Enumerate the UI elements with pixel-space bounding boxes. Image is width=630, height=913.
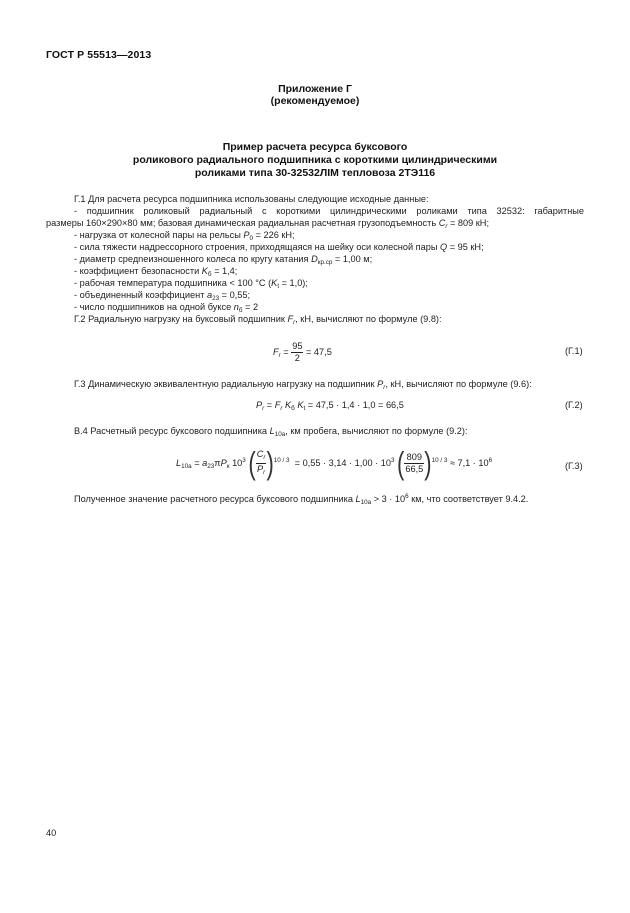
paragraph-combined-coeff: - объединенный коэффициент $a_{23} = 0,55$; xyxy=(74,290,250,302)
fraction-g1: $\frac{95}{2}$ xyxy=(292,341,303,363)
paragraph-bearing-type: - подшипник роликовый радиальный с короткими цилиндрическими роликами типа 32532: габаритные xyxy=(74,206,584,216)
paragraph-gravity: - сила тяжести надрессорного строения, приходящаяся на шейку оси колесной пары Q = 95 кН; xyxy=(74,242,484,252)
paragraph-b4: В.4 Расчетный ресурс буксового подшипника $L_{10а}$, км пробега, вычисляют по формуле (9.2): xyxy=(74,426,468,438)
paragraph-wheel-diameter: - диаметр средneизношенного колеса по кругу катания $D_{кр.ср} = 1,00$ м; xyxy=(74,254,373,266)
equation-label-g2: (Г.2) xyxy=(565,400,583,410)
paragraph-g1: Г.1 Для расчета ресурса подшипника использованы следующие исходные данные: xyxy=(74,194,429,204)
equation-label-g1: (Г.1) xyxy=(565,346,583,356)
paragraph-temperature: - рабочая температура подшипника < 100 °С $(K_t = 1,0)$; xyxy=(74,278,308,290)
equation-label-g3: (Г.3) xyxy=(565,461,583,471)
title-line-1: Пример расчета ресурса буксового xyxy=(222,141,408,153)
appendix-title: Приложение Г xyxy=(278,83,352,95)
equation-g1: $F_r$ = $\frac{95}{2}$ = 47,5 xyxy=(273,341,332,363)
page-number: 40 xyxy=(46,828,57,838)
paragraph-g3: Г.3 Динамическую эквивалентную радиальную нагрузку на подшипник $P_r$, кН, вычисляют по формуле (9.6): xyxy=(74,379,532,391)
paragraph-dimensions: размеры 160×290×80 мм; базовая динамическая радиальная расчетная грузоподъемность $C_r = 809$ кН; xyxy=(46,218,489,230)
paragraph-rail-load: - нагрузка от колесной пары на рельсы $P_0 = 226$ кН; xyxy=(74,230,295,242)
title-line-2: роликового радиального подшипника с короткими цилиндрическими xyxy=(132,154,498,166)
equation-g2: $P_r = F_r$ $K_б$ $K_t = 47,5 \cdot 1,4 \cdot 1,0 = 66,5$ xyxy=(256,400,404,412)
paragraph-result: Полученное значение расчетного ресурса буксового подшипника $L_{10а} > 3 \cdot 10^6$ км, что соответствует 9.4.2. xyxy=(74,493,529,506)
paragraph-safety-factor: - коэффициент безопасности $K_б = 1,4$; xyxy=(74,266,238,278)
equation-g3: $L_{10а} = a_{23}\pi P_к$ $10^3$ ( $\frac{C_r}{P_r}$ )$^{10 / 3} = 0,55 \cdot 3,14 \cdot 1,00 \cdot 10^3$ ( $\frac{809}{66,5}$ )$^{10 / 3} \approx 7,1 \cdot 10^6$ xyxy=(176,444,493,481)
title-line-3: роликами типа 30-32532ЛIМ тепловоза 2ТЭ116 xyxy=(194,167,436,179)
appendix-status: (рекомендуемое) xyxy=(270,95,360,107)
paragraph-bearing-count: - число подшипников на одной буксе $n_б = 2$ xyxy=(74,302,259,314)
paragraph-g2: Г.2 Радиальную нагрузку на буксовый подшипник $F_r$, кН, вычисляют по формуле (9.8): xyxy=(74,314,442,326)
standard-header: ГОСТ Р 55513—2013 xyxy=(46,49,152,61)
